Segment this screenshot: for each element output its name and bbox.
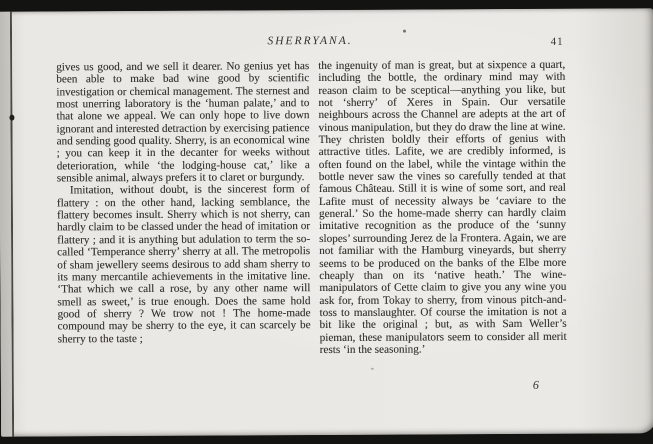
page-gutter-edge <box>0 12 14 437</box>
paper-speck <box>371 368 374 370</box>
running-head: SHERRYANA. <box>267 34 353 48</box>
body-paragraph: Imitation, without doubt, is the sincerest form of flattery : on the other hand, lacking semblance, the flattery becomes insult. Sherry which is not sherry, can hardly claim to be classed under the head of imitation or flattery ; and it is anything but adulation to term the so-called ‘Temperance sherry’ sherry at all. The metropolis of sham jewellery seems desirous to add sham sherry to its many mercantile achievements in the imitative line. ‘That which we call a rose, by any other name will smell as sweet,’ is true enough. Does the same hold good of sherry ? We trow not ! The home-made compound may be sherry to the eye, it can scarcely be sherry to the taste ; <box>56 183 311 345</box>
page-number: 41 <box>550 35 564 48</box>
body-paragraph: the ingenuity of man is great, but at sixpence a quart, including the bottle, the ordinary mind may with reason claim to be sceptical—anything you like, but not ‘sherry’ of Xeres in Spain. Our versatile neighbours across the Channel are adepts at the art of vinous manipulation, but they do draw the line at wine. They christen boldly their efforts of genius with attractive titles. Lafite, we are credibly informed, is often found on the label, while the vintage within the bottle never saw the vines so carefully tended at that famous Château. Still it is wine of some sort, and real Lafite must of necessity always be ‘caviare to the general.’ So the home-made sherry can hardly claim imitative recognition as the produce of the ‘sunny slopes’ surrounding Jerez de la Frontera. Again, we are not familiar with the Hamburg vineyards, but sherry seems to be produced on the banks of the Elbe more cheaply than on its ‘native heath.’ The wine-manipulators of Cette claim to give you any wine you ask for, from Tokay to sherry, from vinous pitch-and-toss to manslaughter. Of course the imitation is not a bit like the original ; but, as with Sam Weller’s pieman, these manipulators seem to consider all merit rests ‘in the seasoning.’ <box>318 58 567 356</box>
signature-mark: 6 <box>532 377 539 392</box>
left-text-column <box>56 60 310 345</box>
book-page <box>0 8 653 436</box>
body-paragraph: gives us good, and we sell it dearer. No genius yet has been able to make bad wine good by scientific investigation or chemical management. The sternest and most unerring laboratory is the ‘human palate,’ and to that alone we appeal. We can only hope to live down ignorant and interested detraction by exercising patience and sending good quality. Sherry, is an economical wine ; you can keep it in the decanter for weeks without deterioration, while ‘the lodging-house cat,’ like a sensible animal, always prefers it to claret or burgundy. <box>56 60 310 185</box>
paper-speck <box>403 30 406 33</box>
right-text-column <box>318 59 567 357</box>
gutter-ink-speck <box>9 115 14 121</box>
